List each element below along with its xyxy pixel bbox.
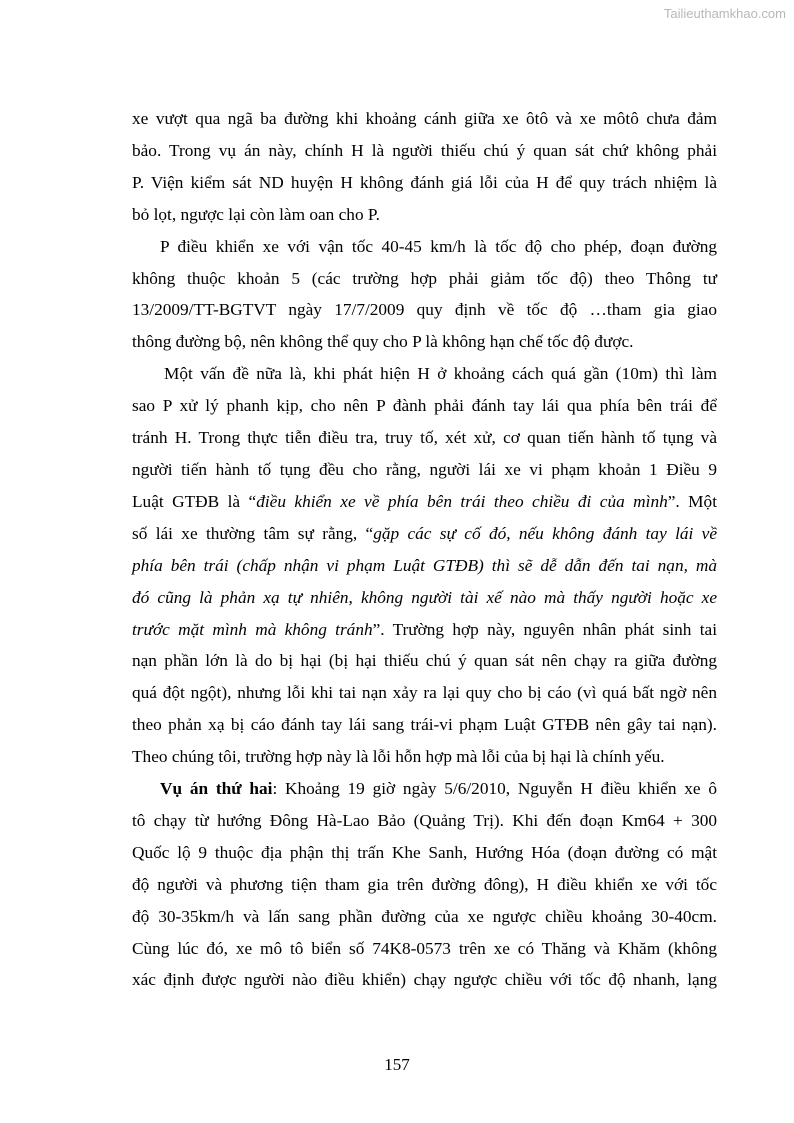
text-line: bỏ lọt, ngược lại còn làm oan cho P. [132, 204, 380, 224]
text-line: tránh H. Trong thực tiễn điều tra, truy tố, xét xử, cơ quan tiến hành tố tụng và [132, 428, 717, 448]
text-line: nạn phần lớn là do bị hại (bị hại thiếu chú ý quan sát nên chạy ra giữa đường [132, 651, 717, 671]
text-line: Luật GTĐB là “điều khiển xe về phía bên trái theo chiều đi của mình”. Một [132, 491, 717, 511]
text-line: thông đường bộ, nên không thể quy cho P là không hạn chế tốc độ được. [132, 332, 634, 352]
text-line: độ 30-35km/h và lấn sang phần đường của xe ngược chiều khoảng 30-40cm. [132, 906, 717, 926]
text-line: Theo chúng tôi, trường hợp này là lỗi hỗn hợp mà lỗi của bị hại là chính yếu. [132, 747, 665, 767]
text-line: người tiến hành tố tụng đều cho rằng, người lái xe vi phạm khoản 1 Điều 9 [132, 459, 717, 479]
text-line: sao P xử lý phanh kịp, cho nên P đành phải đánh tay lái qua phía bên trái để [132, 396, 717, 416]
text-line: phía bên trái (chấp nhận vi phạm Luật GTĐB) thì sẽ dễ dẫn đến tai nạn, mà [132, 555, 717, 575]
text-line: quá đột ngột), nhưng lỗi khi tai nạn xảy ra lại quy cho bị cáo (vì quá bất ngờ nên [132, 683, 717, 703]
text-line: 13/2009/TT-BGTVT ngày 17/7/2009 quy định về tốc độ …tham gia giao [132, 300, 717, 320]
watermark: Tailieuthamkhao.com [663, 6, 786, 21]
text-line: số lái xe thường tâm sự rằng, “gặp các sự cố đó, nếu không đánh tay lái về [132, 523, 717, 543]
case-heading: Vụ án thứ hai [160, 779, 273, 799]
text-line: Một vấn đề nữa là, khi phát hiện H ở khoảng cách quá gần (10m) thì làm [164, 364, 717, 384]
text-line: đó cũng là phản xạ tự nhiên, không người tài xế nào mà thấy người hoặc xe [132, 587, 717, 607]
text-line: xác định được người nào điều khiển) chạy ngược chiều với tốc độ nhanh, lạng [132, 970, 717, 990]
text-line: theo phản xạ bị cáo đánh tay lái sang trái-vi phạm Luật GTĐB nên gây tai nạn). [132, 715, 717, 735]
text-line: Cùng lúc đó, xe mô tô biển số 74K8-0573 trên xe có Thăng và Khăm (không [132, 938, 717, 958]
page-body [132, 103, 717, 996]
page-number: 157 [384, 1055, 410, 1074]
text-line: Quốc lộ 9 thuộc địa phận thị trấn Khe Sanh, Hướng Hóa (đoạn đường có mật [132, 842, 717, 862]
text-line: bảo. Trong vụ án này, chính H là người thiếu chú ý quan sát chứ không phải [132, 140, 717, 160]
text-line: trước mặt mình mà không tránh”. Trường hợp này, nguyên nhân phát sinh tai [132, 619, 717, 639]
text-line: P. Viện kiểm sát ND huyện H không đánh giá lỗi của H để quy trách nhiệm là [132, 172, 717, 192]
text-line: tô chạy từ hướng Đông Hà-Lao Bảo (Quảng Trị). Khi đến đoạn Km64 + 300 [132, 810, 717, 830]
text-line: độ người và phương tiện tham gia trên đường đông), H điều khiển xe với tốc [132, 874, 717, 894]
text-line: Vụ án thứ hai: Khoảng 19 giờ ngày 5/6/2010, Nguyễn H điều khiển xe ô [160, 779, 717, 799]
text-line: không thuộc khoản 5 (các trường hợp phải giảm tốc độ) theo Thông tư [132, 268, 717, 288]
text-line: P điều khiển xe với vận tốc 40-45 km/h là tốc độ cho phép, đoạn đường [160, 236, 717, 256]
text-line: xe vượt qua ngã ba đường khi khoảng cánh giữa xe ôtô và xe môtô chưa đảm [132, 109, 717, 128]
